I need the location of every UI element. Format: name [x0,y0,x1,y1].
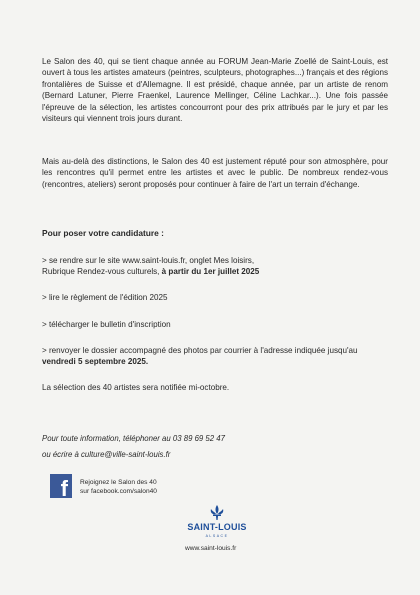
step-read-rules: > lire le règlement de l'édition 2025 [42,293,168,302]
application-heading: Pour poser votre candidature : [42,228,164,238]
logo-name: SAINT-LOUIS [187,522,247,532]
step-visit-website [42,255,388,278]
step-visit-website-date: à partir du 1er juillet 2025 [161,267,260,277]
contact-phone: Pour toute information, téléphoner au 03 89 69 52 47 [42,434,225,443]
facebook-text-line1: Rejoignez le Salon des 40 [80,479,157,486]
facebook-text-line2: sur facebook.com/salon40 [80,488,157,495]
step-send-file [42,345,388,368]
facebook-text [80,478,157,496]
intro-paragraph-2: Mais au-delà des distinctions, le Salon des 40 est justement réputé pour son atmosphère, pour les rencontres qu'il permet entre les artistes et avec le public. De nombreux rendez-vous (rencontres, ateliers) seront proposés pour continuer à faire de l'art un terrain d'échange. [42,157,388,189]
selection-notice: La sélection des 40 artistes sera notifiée mi-octobre. [42,383,230,392]
fleur-de-lis-icon [207,505,227,521]
website-link[interactable]: www.saint-louis.fr [185,545,237,552]
step-download-form: > télécharger le bulletin d'inscription [42,320,171,329]
step-send-file-deadline: vendredi 5 septembre 2025. [42,357,149,367]
step-send-file-text: > renvoyer le dossier accompagné des photos par courrier à l'adresse indiquée jusqu'au [42,346,358,355]
logo-subtitle: ALSACE [205,534,229,538]
facebook-icon[interactable]: f [50,474,72,498]
intro-paragraph-1: Le Salon des 40, qui se tient chaque année au FORUM Jean-Marie Zoellé de Saint-Louis, est ouvert à tous les artistes amateurs (peintres, sculpteurs, photographes...) français et des régions frontalières de Suisse et d'Allemagne. Il est présidé, chaque année, par un artiste de renom (Bernard Latuner, Pierre Fraenkel, Laurence Mellinger, Céline Lachkar...). Une fois passée l'épreuve de la sélection, les artistes concourront pour des prix attribués par le jury et par les visiteurs qui viennent trois jours durant. [42,57,388,124]
step-visit-website-line2: Rubrique Rendez-vous culturels, [42,267,162,277]
step-visit-website-line1: > se rendre sur le site www.saint-louis.fr, onglet Mes loisirs, [42,256,255,265]
contact-email: ou écrire à culture@ville-saint-louis.fr [42,450,171,459]
